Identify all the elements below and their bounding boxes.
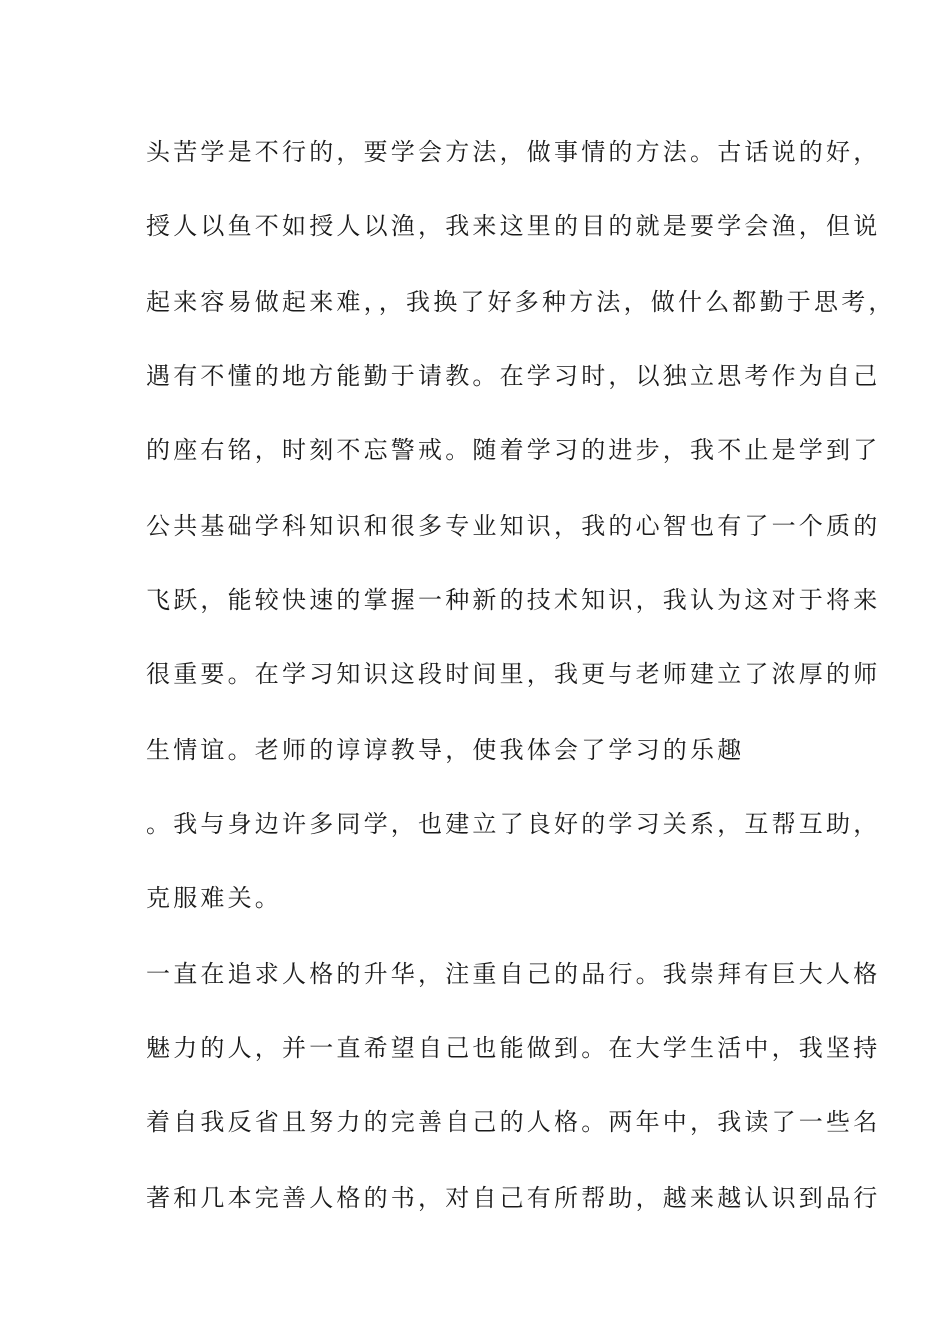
text-line: 克服难关。 — [146, 884, 282, 912]
text-line: 遇有不懂的地方能勤于请教。在学习时，以独立思考作为自己 — [146, 362, 881, 390]
text-line: 公共基础学科知识和很多专业知识，我的心智也有了一个质的 — [146, 512, 881, 540]
text-line: 著和几本完善人格的书，对自己有所帮助，越来越认识到品行 — [146, 1184, 881, 1212]
text-line: 飞跃，能较快速的掌握一种新的技术知识，我认为这对于将来 — [146, 586, 881, 614]
text-line: 授人以鱼不如授人以渔，我来这里的目的就是要学会渔，但说 — [146, 212, 881, 240]
text-line: 的座右铭，时刻不忘警戒。随着学习的进步，我不止是学到了 — [146, 436, 881, 464]
text-line: 魅力的人，并一直希望自己也能做到。在大学生活中，我坚持 — [146, 1034, 881, 1062]
text-line: 起来容易做起来难，，我换了好多种方法，做什么都勤于思考， — [146, 288, 896, 316]
text-line: 很重要。在学习知识这段时间里，我更与老师建立了浓厚的师 — [146, 660, 881, 688]
text-line: 头苦学是不行的，要学会方法，做事情的方法。古话说的好， — [146, 138, 881, 166]
text-line: 。我与身边许多同学，也建立了良好的学习关系，互帮互助， — [146, 810, 881, 838]
text-line: 一直在追求人格的升华，注重自己的品行。我崇拜有巨大人格 — [146, 960, 881, 988]
text-line: 着自我反省且努力的完善自己的人格。两年中，我读了一些名 — [146, 1108, 881, 1136]
text-line: 生情谊。老师的谆谆教导，使我体会了学习的乐趣 — [146, 736, 745, 764]
